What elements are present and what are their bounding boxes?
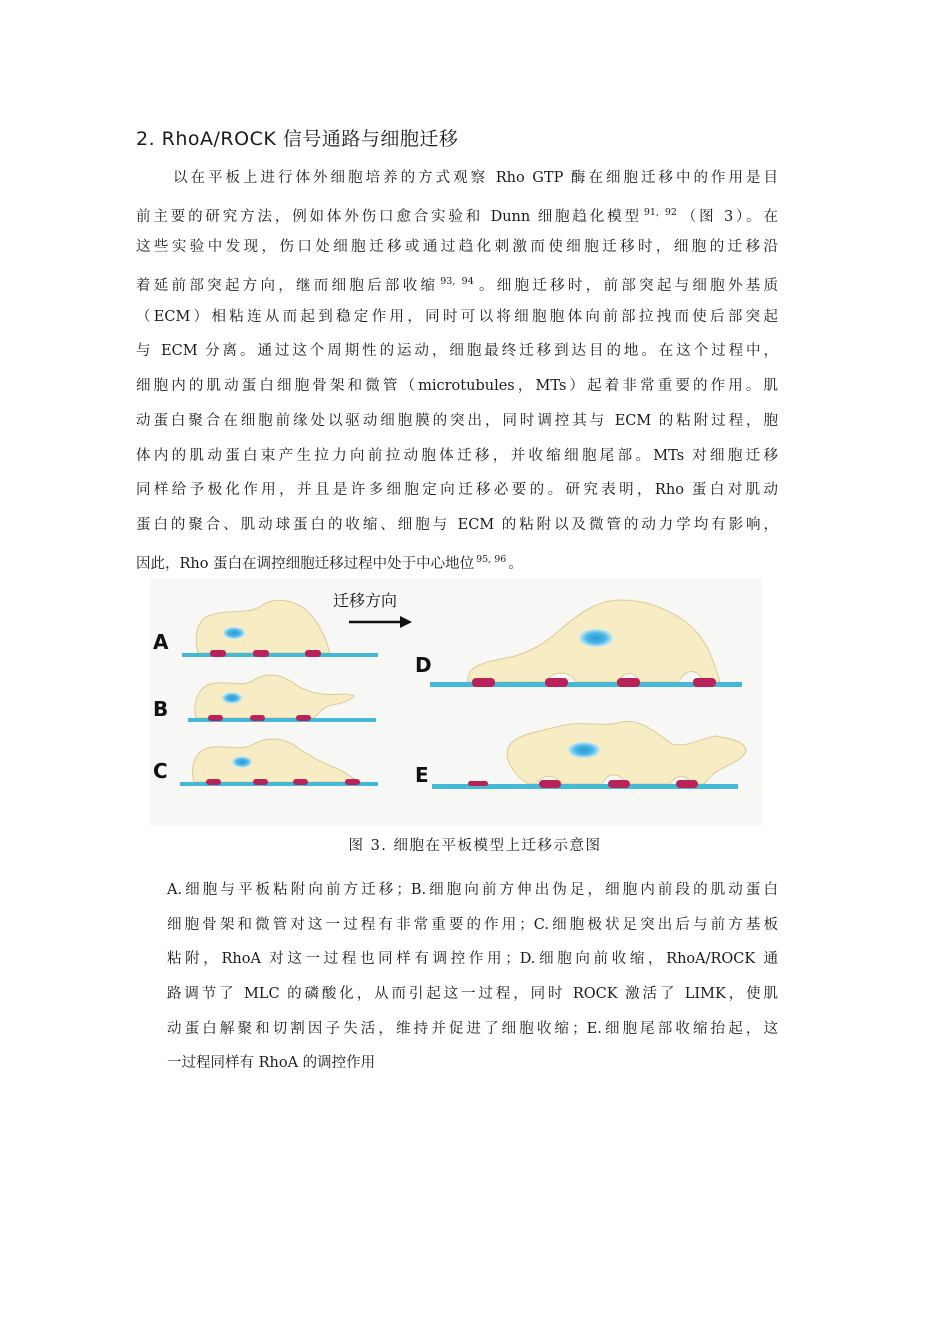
paragraph-line (136, 265, 778, 300)
adhesion-site (253, 779, 268, 785)
adhesion-site (545, 678, 568, 687)
paragraph-text: 以在平板上进行体外细胞培养的方式观察 Rho GTP 酶在细胞迁移中的作用是目 (173, 170, 778, 186)
paragraph-line (136, 161, 778, 196)
paragraph-line (136, 508, 778, 543)
figure-cell-migration (150, 578, 762, 826)
adhesion-site (617, 678, 640, 687)
legend-line: A.细胞与平板粘附向前方迁移；B.细胞向前方伸出伪足，细胞内前段的肌动蛋白 (167, 882, 778, 898)
paragraph-text: 与 ECM 分离。通过这个周期性的运动，细胞最终迁移到达目的地。在这个过程中， (136, 343, 778, 360)
cell-migration-diagram (150, 578, 762, 826)
paragraph-text: 动蛋白聚合在细胞前缘处以驱动细胞膜的突出，同时调控其与 ECM 的粘附过程，胞 (136, 412, 778, 429)
adhesion-site (250, 715, 265, 721)
paragraph-line (136, 404, 778, 439)
adhesion-site (608, 780, 630, 788)
paragraph-text: 同样给予极化作用，并且是许多细胞定向迁移必要的。研究表明，Rho 蛋白对肌动 (136, 482, 778, 499)
adhesion-site (676, 780, 698, 788)
paragraph-line (136, 439, 778, 474)
legend-line: 一过程同样有 RhoA 的调控作用 (167, 1055, 376, 1072)
paragraph-line (136, 334, 778, 369)
section-heading: 2. RhoA/ROCK 信号通路与细胞迁移 (136, 128, 459, 150)
legend-line: 动蛋白解聚和切割因子失活，维持并促进了细胞收缩；E.细胞尾部收缩抬起，这 (167, 1020, 778, 1037)
paragraph-text: 前主要的研究方法，例如体外伤口愈合实验和 Dunn 细胞趋化模型 (136, 208, 642, 225)
panel-label-d: D (415, 653, 432, 677)
nucleus (232, 757, 252, 768)
adhesion-site-detached (468, 781, 488, 786)
paragraph-text: 着延前部突起方向，继而细胞后部收缩 (136, 278, 439, 295)
nucleus (579, 629, 613, 647)
citation-superscript: 95, 96 (476, 553, 507, 565)
adhesion-site (293, 779, 308, 785)
adhesion-site (305, 650, 321, 657)
adhesion-site (539, 780, 561, 788)
citation-superscript: 93, 94 (440, 276, 474, 288)
figure-caption: 图 3. 细胞在平板模型上迁移示意图 (348, 838, 602, 854)
adhesion-site (296, 715, 311, 721)
adhesion-site (208, 715, 223, 721)
adhesion-site (210, 650, 226, 657)
adhesion-site (253, 650, 269, 657)
paragraph-text: 蛋白的聚合、肌动球蛋白的收缩、细胞与 ECM 的粘附以及微管的动力学均有影响， (136, 516, 778, 533)
panel-label-e: E (415, 763, 429, 787)
figure-legend (167, 873, 778, 1081)
legend-line: 粘附，RhoA 对这一过程也同样有调控作用；D.细胞向前收缩，RhoA/ROCK 通 (167, 951, 778, 968)
paragraph-line (136, 230, 778, 265)
body-paragraph (136, 161, 778, 577)
paragraph-text: 这些实验中发现，伤口处细胞迁移或通过趋化刺激而使细胞迁移时，细胞的迁移沿 (136, 239, 778, 256)
nucleus (568, 742, 600, 758)
paragraph-text: 体内的肌动蛋白束产生拉力向前拉动胞体迁移，并收缩细胞尾部。MTs 对细胞迁移 (136, 447, 778, 464)
adhesion-site (345, 779, 360, 785)
paragraph-line (136, 196, 778, 231)
paragraph-text: 因此，Rho 蛋白在调控细胞迁移过程中处于中心地位 (136, 555, 475, 572)
paragraph-line (136, 543, 778, 578)
adhesion-site (693, 678, 716, 687)
citation-superscript: 91, 92 (643, 206, 677, 218)
panel-label-a: A (153, 630, 169, 654)
paragraph-line (136, 473, 778, 508)
paragraph-line (136, 300, 778, 335)
nucleus (223, 627, 245, 639)
paragraph-text: 细胞内的肌动蛋白细胞骨架和微管（microtubules，MTs）起着非常重要的作用。肌 (136, 378, 778, 395)
paragraph-line (136, 369, 778, 404)
adhesion-site (472, 678, 495, 687)
panel-label-c: C (153, 759, 168, 783)
nucleus (222, 693, 242, 704)
direction-label: 迁移方向 (333, 591, 398, 610)
paragraph-text: （ECM）相粘连从而起到稳定作用，同时可以将细胞胞体向前部拉拽而使后部突起 (136, 308, 778, 325)
panel-label-b: B (153, 697, 169, 721)
paragraph-text: （图 3）。在 (678, 208, 778, 225)
paragraph-text: 。 (508, 555, 523, 572)
legend-line: 路调节了 MLC 的磷酸化，从而引起这一过程，同时 ROCK 激活了 LIMK，使肌 (167, 986, 778, 1003)
paragraph-text: 。细胞迁移时，前部突起与细胞外基质 (475, 278, 778, 295)
legend-line: 细胞骨架和微管对这一过程有非常重要的作用；C.细胞极状足突出后与前方基板 (167, 916, 778, 933)
adhesion-site (206, 779, 221, 785)
